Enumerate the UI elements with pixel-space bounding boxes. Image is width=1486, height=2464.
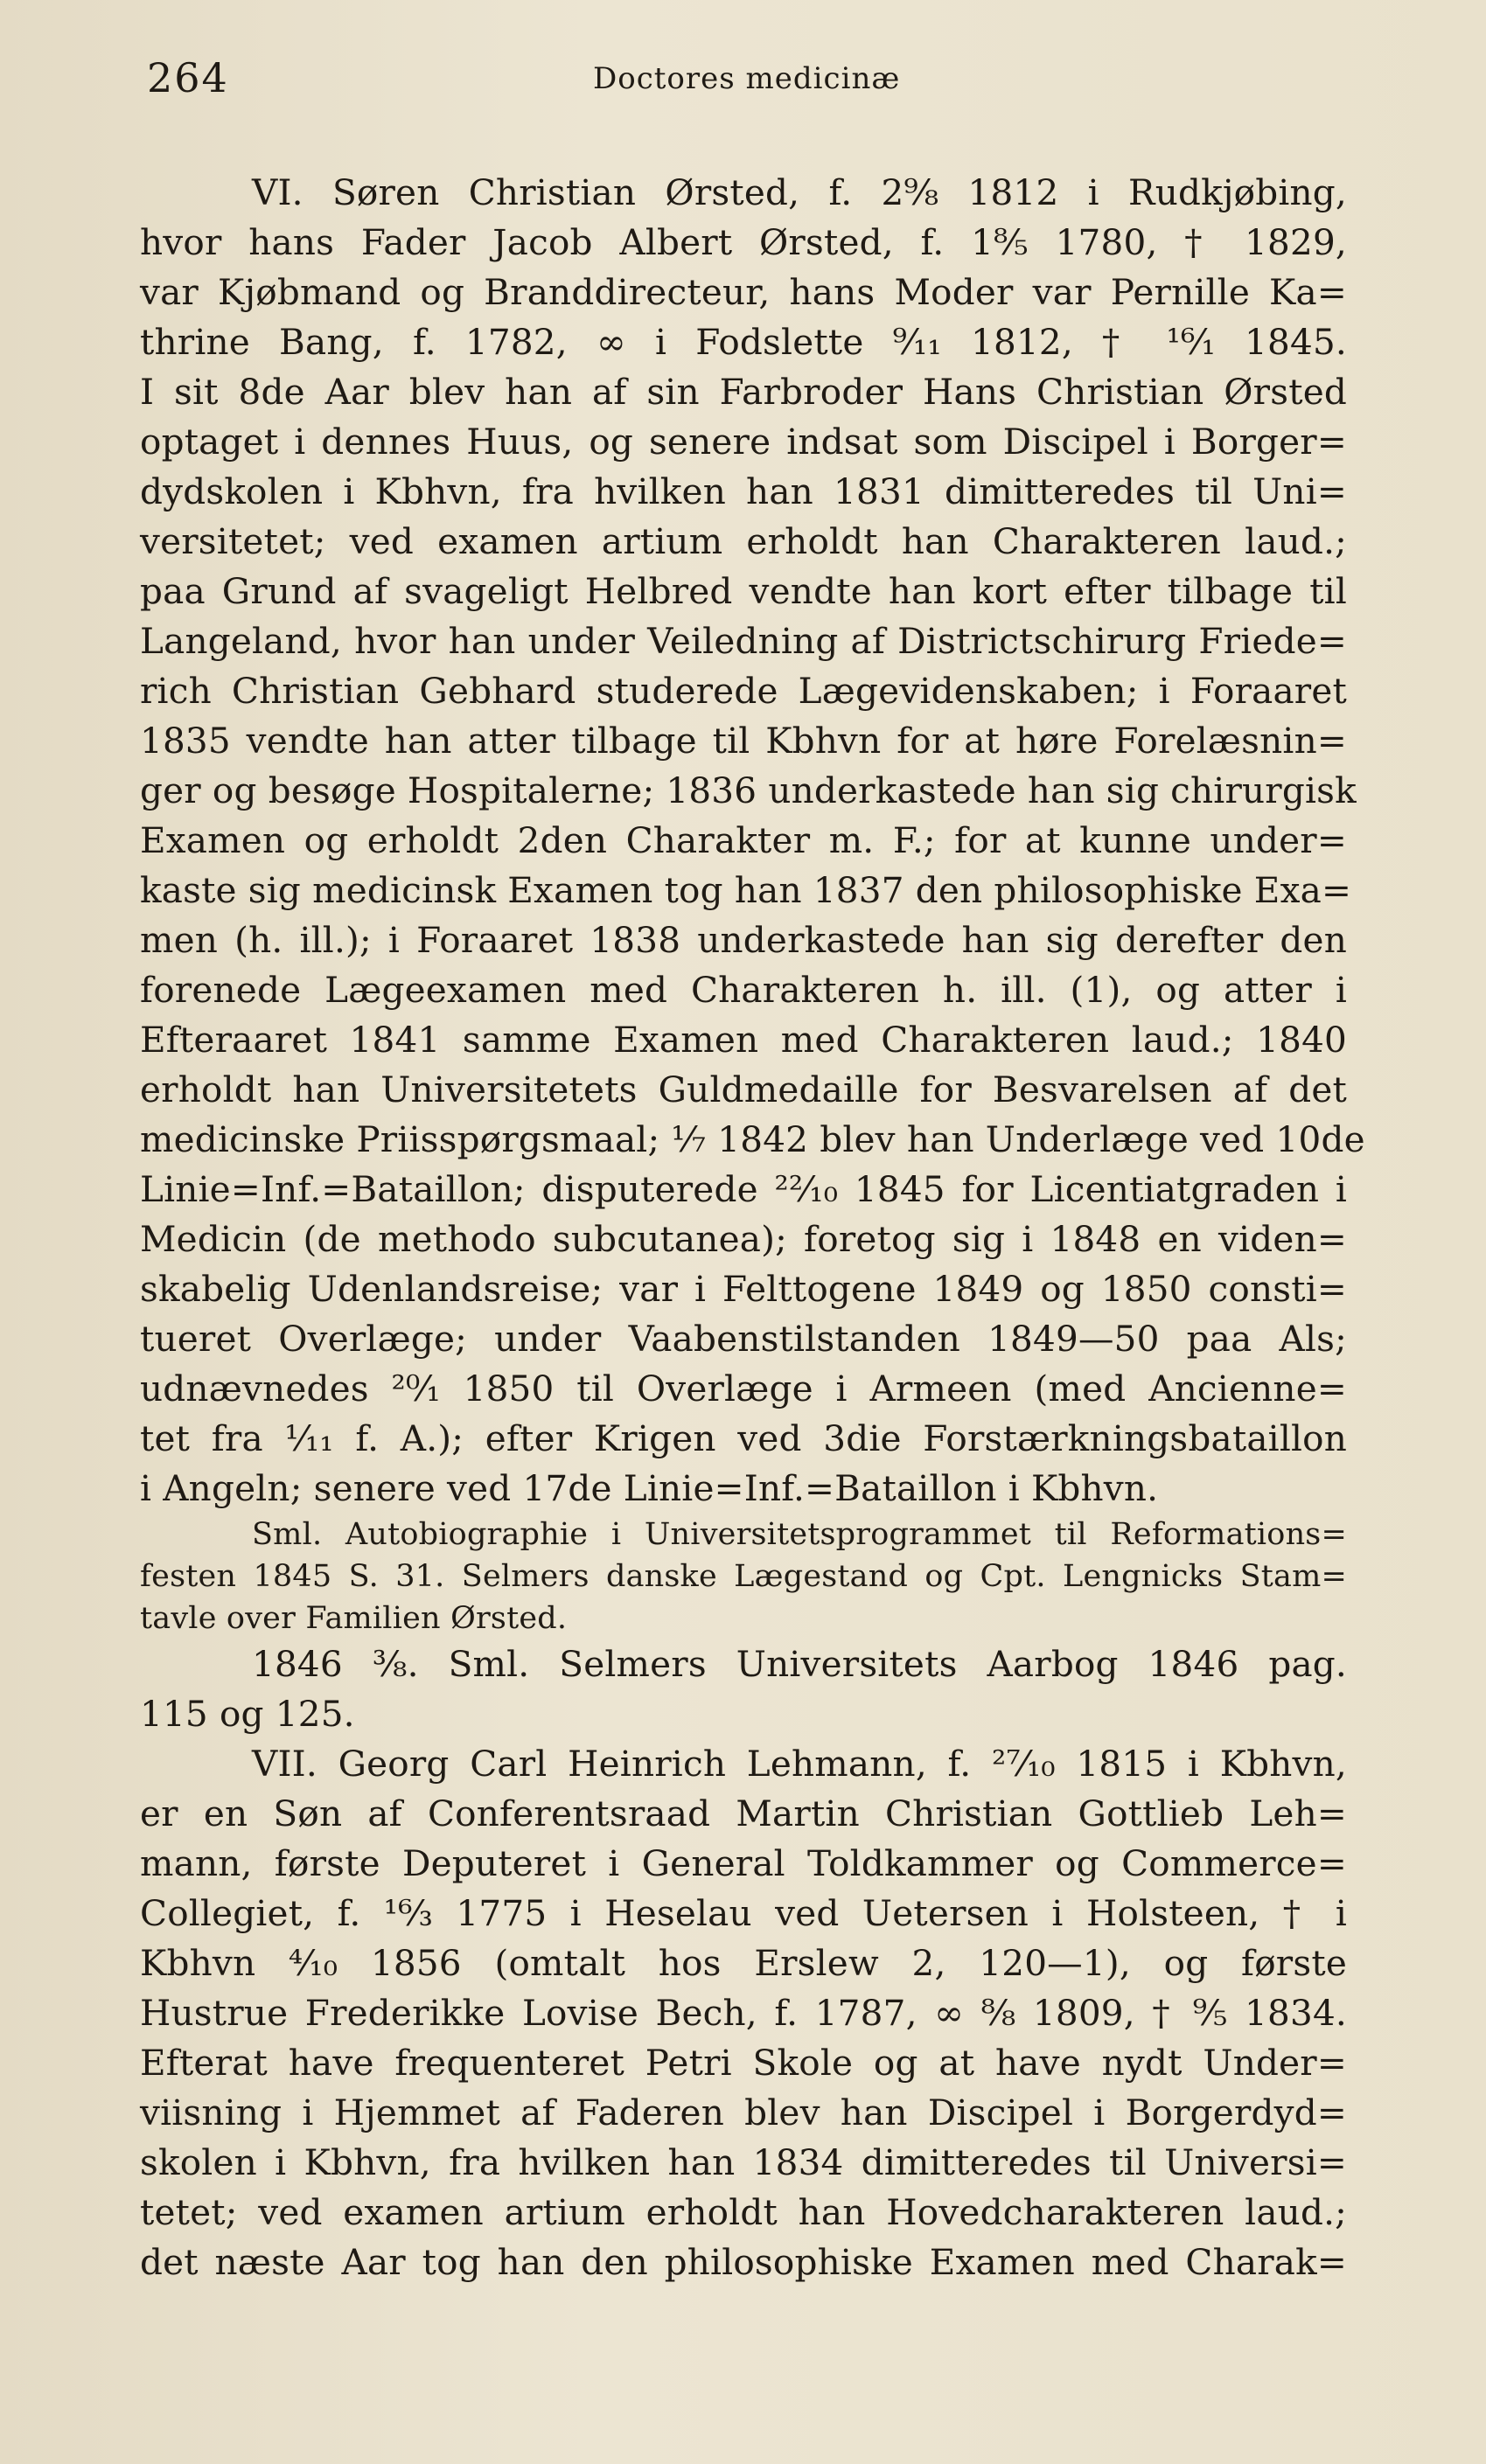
text-line: forenede Lægeexamen med Charakteren h. ill. (1), og atter i (140, 969, 1347, 1011)
page-header (147, 54, 1336, 115)
text-line: men (h. ill.); i Foraaret 1838 underkastede han sig derefter den (140, 919, 1347, 961)
text-line: dydskolen i Kbhvn, fra hvilken han 1831 dimitteredes til Uni= (140, 470, 1347, 512)
text-line: tetet; ved examen artium erholdt han Hovedcharakteren laud.; (140, 2191, 1347, 2233)
text-line: hvor hans Fader Jacob Albert Ørsted, f. 1⁸⁄₅ 1780, † 1829, (140, 221, 1347, 263)
text-line: erholdt han Universitetets Guldmedaille for Besvarelsen af det (140, 1068, 1347, 1110)
running-head: Doctores medicinæ (593, 61, 901, 96)
text-line: 115 og 125. (140, 1693, 355, 1735)
text-line: VII. Georg Carl Heinrich Lehmann, f. ²⁷⁄₁₀ 1815 i Kbhvn, (252, 1743, 1347, 1785)
text-line: skabelig Udenlandsreise; var i Felttogene 1849 og 1850 consti= (140, 1268, 1347, 1310)
text-line: tavle over Familien Ørsted. (140, 1601, 568, 1636)
text-line: VI. Søren Christian Ørsted, f. 2⁹⁄₈ 1812 i Rudkjøbing, (252, 171, 1347, 213)
text-line: versitetet; ved examen artium erholdt han Charakteren laud.; (140, 520, 1347, 562)
text-line: viisning i Hjemmet af Faderen blev han Discipel i Borgerdyd= (140, 2092, 1347, 2133)
text-line: paa Grund af svageligt Helbred vendte han kort efter tilbage til (140, 570, 1347, 612)
text-line: Examen og erholdt 2den Charakter m. F.; for at kunne under= (140, 819, 1347, 861)
text-line: Sml. Autobiographie i Universitetsprogrammet til Reformations= (252, 1517, 1347, 1552)
text-line: 1835 vendte han atter tilbage til Kbhvn for at høre Forelæsnin= (140, 720, 1347, 762)
text-line: kaste sig medicinsk Examen tog han 1837 den philosophiske Exa= (140, 869, 1352, 911)
text-line: festen 1845 S. 31. Selmers danske Lægestand og Cpt. Lengnicks Stam= (140, 1559, 1347, 1594)
text-line: i Angeln; senere ved 17de Linie=Inf.=Bataillon i Kbhvn. (140, 1467, 1159, 1509)
text-line: Kbhvn ⁴⁄₁₀ 1856 (omtalt hos Erslew 2, 120—1), og første (140, 1942, 1347, 1984)
text-line: Hustrue Frederikke Lovise Bech, f. 1787, ∞ ⁸⁄₈ 1809, † ⁹⁄₅ 1834. (140, 1992, 1347, 2034)
body-text (140, 168, 1365, 2287)
text-line: I sit 8de Aar blev han af sin Farbroder Hans Christian Ørsted (140, 371, 1347, 413)
text-line: tueret Overlæge; under Vaabenstilstanden 1849—50 paa Als; (140, 1318, 1347, 1360)
text-line: var Kjøbmand og Branddirecteur, hans Moder var Pernille Ka= (140, 271, 1347, 313)
text-line: udnævnedes ²⁰⁄₁ 1850 til Overlæge i Armeen (med Ancienne= (140, 1368, 1347, 1409)
text-line: Langeland, hvor han under Veiledning af Districtschirurg Friede= (140, 620, 1347, 662)
text-line: medicinske Priisspørgsmaal; ¹⁄₇ 1842 blev han Underlæge ved 10de (140, 1118, 1365, 1160)
text-line: rich Christian Gebhard studerede Lægevidenskaben; i Foraaret (140, 670, 1347, 712)
text-line: Linie=Inf.=Bataillon; disputerede ²²⁄₁₀ 1845 for Licentiatgraden i (140, 1168, 1347, 1210)
text-line: mann, første Deputeret i General Toldkammer og Commerce= (140, 1842, 1347, 1884)
text-line: Collegiet, f. ¹⁶⁄₃ 1775 i Heselau ved Uetersen i Holsteen, † i (140, 1892, 1347, 1934)
text-line: Efterat have frequenteret Petri Skole og at have nydt Under= (140, 2042, 1347, 2084)
text-line: tet fra ¹⁄₁₁ f. A.); efter Krigen ved 3die Forstærkningsbataillon (140, 1417, 1347, 1459)
text-line: er en Søn af Conferentsraad Martin Christian Gottlieb Leh= (140, 1792, 1347, 1834)
text-line: Medicin (de methodo subcutanea); foretog sig i 1848 en viden= (140, 1218, 1347, 1260)
text-line: det næste Aar tog han den philosophiske Examen med Charak= (140, 2241, 1347, 2283)
text-line: skolen i Kbhvn, fra hvilken han 1834 dimitteredes til Universi= (140, 2141, 1347, 2183)
text-line: 1846 ³⁄₈. Sml. Selmers Universitets Aarbog 1846 pag. (252, 1643, 1347, 1685)
text-line: optaget i dennes Huus, og senere indsat som Discipel i Borger= (140, 421, 1347, 463)
text-line: Efteraaret 1841 samme Examen med Charakteren laud.; 1840 (140, 1019, 1347, 1061)
page-number: 264 (147, 54, 229, 101)
text-line: thrine Bang, f. 1782, ∞ i Fodslette ⁹⁄₁₁ 1812, † ¹⁶⁄₁ 1845. (140, 321, 1347, 363)
text-line: ger og besøge Hospitalerne; 1836 underkastede han sig chirurgisk (140, 769, 1357, 811)
